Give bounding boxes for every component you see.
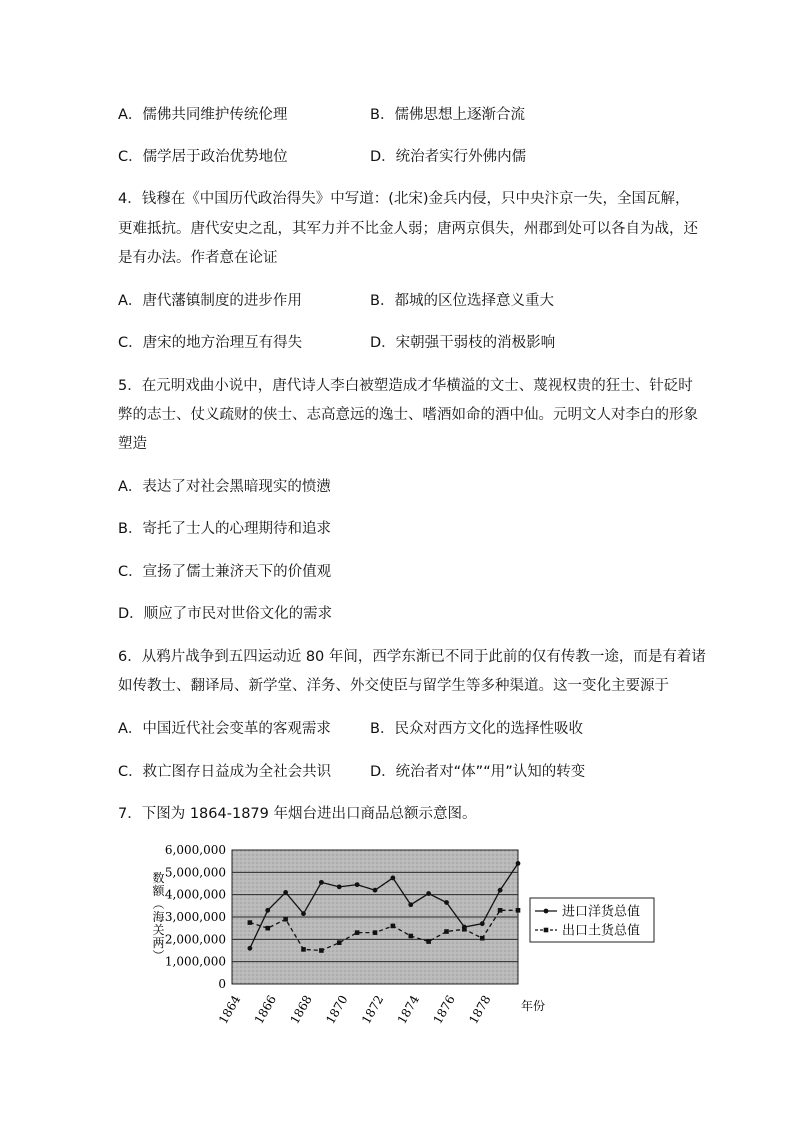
data-point [480, 936, 485, 941]
data-point [373, 888, 378, 893]
legend-marker [544, 909, 549, 914]
import-export-chart [140, 838, 660, 1032]
data-point [283, 917, 288, 922]
q5-stem-line-2: 弊的志士、仗义疏财的侠士、志高意远的逸士、嗜酒如命的酒中仙。元明文人对李白的形象 [118, 407, 698, 423]
data-point [355, 930, 360, 935]
x-tick-label: 1872 [358, 992, 387, 1027]
q5-option-d: D．顺应了市民对世俗文化的需求 [118, 606, 333, 622]
chart-svg [140, 838, 660, 1028]
x-tick-label: 1878 [466, 992, 494, 1027]
data-point [301, 947, 306, 952]
q5-option-c: C．宣扬了儒士兼济天下的价值观 [118, 564, 332, 580]
data-point [355, 882, 360, 887]
y-tick-label: 1,000,000 [164, 954, 226, 969]
y-tick-label: 2,000,000 [164, 932, 226, 947]
data-point [408, 902, 413, 907]
q5-stem-line-3: 塑造 [118, 436, 147, 452]
q4-option-b: B．都城的区位选择意义重大 [370, 293, 554, 309]
y-tick-label: 5,000,000 [164, 865, 226, 880]
data-point [319, 948, 324, 953]
data-point [319, 880, 324, 885]
x-tick-label: 1870 [323, 992, 351, 1027]
x-axis-label: 年份 [521, 999, 546, 1013]
q4-option-d: D．宋朝强干弱枝的消极影响 [370, 335, 556, 351]
data-point [373, 930, 378, 935]
q6-option-b: B．民众对西方文化的选择性吸收 [370, 721, 583, 737]
y-axis-label: 数额（海关两） [151, 871, 165, 963]
x-tick-label: 1866 [251, 992, 280, 1027]
x-tick-label: 1868 [287, 992, 315, 1027]
data-point [408, 934, 413, 939]
data-point [462, 927, 467, 932]
y-tick-label: 0 [218, 977, 226, 991]
q3-option-b: B．儒佛思想上逐渐合流 [370, 107, 525, 123]
y-tick-label: 6,000,000 [164, 843, 226, 857]
data-point [426, 939, 431, 944]
q7-stem: 7．下图为 1864-1879 年烟台进出口商品总额示意图。 [118, 806, 477, 822]
q6-option-a: A．中国近代社会变革的客观需求 [118, 721, 331, 737]
x-tick-label: 1876 [430, 992, 458, 1027]
data-point [516, 908, 521, 913]
q3-option-d: D．统治者实行外佛内儒 [370, 149, 527, 165]
q6-option-c: C．救亡图存日益成为全社会共识 [118, 764, 332, 780]
q4-stem-line-3: 是有办法。作者意在论证 [118, 250, 278, 266]
data-point [444, 900, 449, 905]
q5-option-a: A．表达了对社会黑暗现实的愤懑 [118, 479, 331, 495]
data-point [426, 891, 431, 896]
q6-stem-line-1: 6．从鸦片战争到五四运动近 80 年间，西学东渐已不同于此前的仅有传教一途，而是有着诸 [118, 649, 706, 665]
data-point [248, 920, 253, 925]
data-point [390, 876, 395, 881]
q5-stem-line-1: 5．在元明戏曲小说中，唐代诗人李白被塑造成才华横溢的文士、蔑视权贵的狂士、针砭时 [118, 378, 693, 394]
q4-option-a: A．唐代藩镇制度的进步作用 [118, 293, 302, 309]
data-point [444, 929, 449, 934]
data-point [480, 921, 485, 926]
q3-option-a: A．儒佛共同维护传统伦理 [118, 107, 288, 123]
data-point [498, 888, 503, 893]
q4-option-c: C．唐宋的地方治理互有得失 [118, 335, 303, 351]
data-point [265, 926, 270, 931]
data-point [265, 908, 270, 913]
data-point [391, 924, 396, 929]
legend-marker [544, 928, 549, 933]
x-tick-label: 1864 [215, 992, 244, 1027]
data-point [337, 884, 342, 889]
data-point [516, 861, 521, 866]
q3-option-c: C．儒学居于政治优势地位 [118, 149, 288, 165]
q5-option-b: B．寄托了士人的心理期待和追求 [118, 521, 331, 537]
y-tick-label: 4,000,000 [164, 887, 226, 902]
q4-stem-line-1: 4．钱穆在《中国历代政治得失》中写道：(北宋)金兵内侵，只中央汴京一失，全国瓦解， [118, 191, 690, 207]
data-point [498, 908, 503, 913]
q6-option-d: D．统治者对“体”“用”认知的转变 [370, 764, 586, 780]
data-point [247, 946, 252, 951]
legend-label: 出口土货总值 [562, 923, 641, 939]
data-point [283, 890, 288, 895]
q4-stem-line-2: 更难抵抗。唐代安史之乱，其军力并不比金人弱；唐两京俱失，州郡到处可以各自为战，还 [118, 221, 698, 237]
x-tick-label: 1874 [394, 992, 423, 1027]
legend-label: 进口洋货总值 [562, 904, 641, 920]
y-tick-label: 3,000,000 [164, 910, 226, 924]
q6-stem-line-2: 如传教士、翻译局、新学堂、洋务、外交使臣与留学生等多种渠道。这一变化主要源于 [118, 678, 669, 694]
data-point [337, 940, 342, 945]
data-point [301, 911, 306, 916]
